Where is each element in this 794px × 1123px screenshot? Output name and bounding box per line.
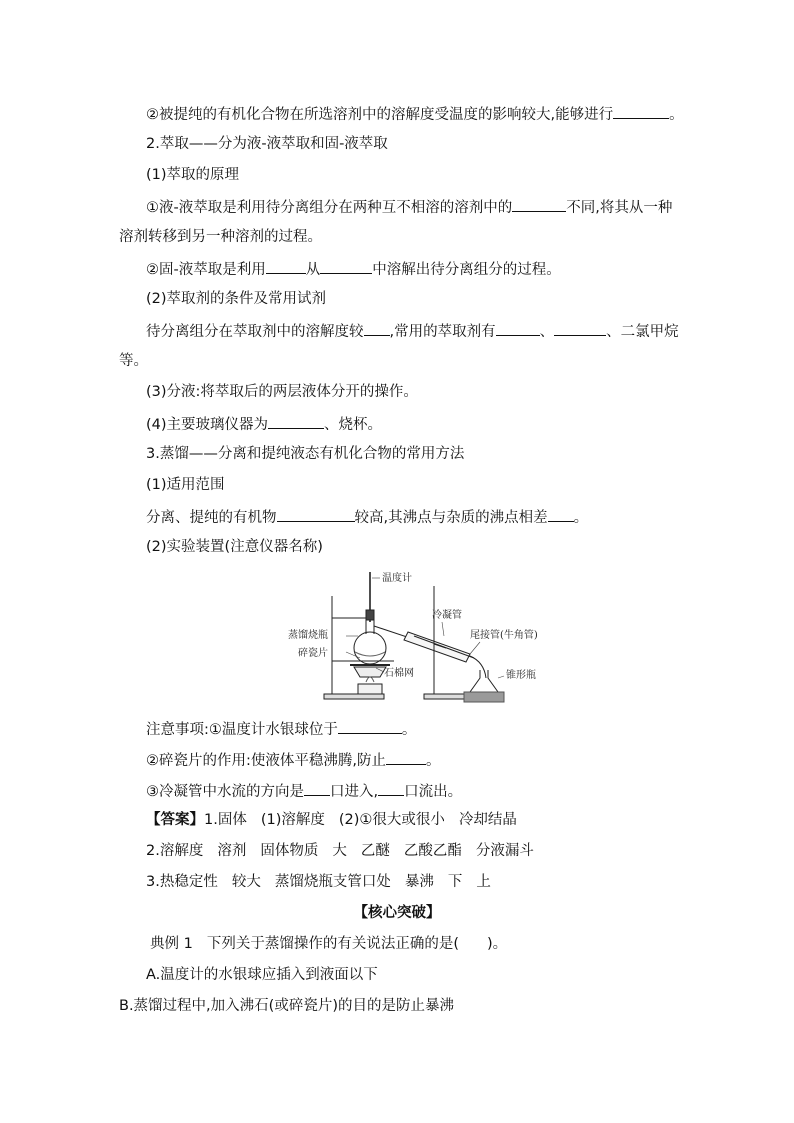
label-condenser: 冷凝管 — [432, 610, 462, 621]
fill-blank[interactable] — [304, 780, 330, 796]
text-line: ②碎瓷片的作用:使液体平稳沸腾,防止 。 — [146, 749, 441, 771]
fill-blank[interactable] — [386, 749, 426, 765]
text-line: (4)主要玻璃仪器为 、烧杯。 — [146, 413, 382, 435]
label-adapter: 尾接管(牛角管) — [470, 630, 538, 641]
label-thermometer: 温度计 — [382, 573, 412, 584]
text-line: (3)分液:将萃取后的两层液体分开的操作。 — [146, 384, 418, 400]
answer-line-2: 2.溶解度 溶剂 固体物质 大 乙醚 乙酸乙酯 分液漏斗 — [146, 843, 534, 859]
fill-blank[interactable] — [364, 320, 390, 336]
answer-line-1: 【答案】1.固体 (1)溶解度 (2)①很大或很小 冷却结晶 — [146, 812, 517, 828]
text-line: 分离、提纯的有机物 较高,其沸点与杂质的沸点相差 。 — [146, 506, 588, 528]
fill-blank[interactable] — [268, 413, 324, 429]
fill-blank[interactable] — [496, 320, 540, 336]
answer-label: 【答案】 — [146, 812, 204, 828]
fill-blank[interactable] — [613, 103, 669, 119]
section-heading: 3.蒸馏——分离和提纯液态有机化合物的常用方法 — [146, 446, 465, 462]
fill-blank[interactable] — [548, 506, 574, 522]
section-heading: 2.萃取——分为液-液萃取和固-液萃取 — [146, 136, 388, 152]
condenser — [404, 632, 474, 662]
sub-heading: (1)萃取的原理 — [146, 167, 240, 183]
text-line: ②被提纯的有机化合物在所选溶剂中的溶解度受温度的影响较大,能够进行 。 — [146, 103, 684, 125]
fill-blank[interactable] — [266, 258, 306, 274]
text-line: 等。 — [119, 353, 148, 369]
adapter — [470, 656, 486, 678]
label-flask: 蒸馏烧瓶 — [288, 630, 328, 641]
erlenmeyer-flask — [464, 670, 504, 702]
label-erlenmeyer: 锥形瓶 — [506, 670, 536, 681]
fill-blank[interactable] — [277, 506, 355, 522]
sub-heading: (2)实验装置(注意仪器名称) — [146, 539, 323, 555]
distilling-flask — [354, 620, 416, 664]
sub-heading: (1)适用范围 — [146, 477, 225, 493]
text-line: 注意事项:①温度计水银球位于 。 — [146, 718, 416, 740]
fill-blank[interactable] — [338, 718, 402, 734]
distillation-apparatus-figure — [284, 566, 544, 706]
text-line: ③冷凝管中水流的方向是 口进入, 口流出。 — [146, 780, 462, 802]
text-line: ①液-液萃取是利用待分离组分在两种互不相溶的溶剂中的 不同,将其从一种 — [146, 196, 672, 218]
sub-heading: (2)萃取剂的条件及常用试剂 — [146, 291, 327, 307]
fill-blank[interactable] — [554, 320, 606, 336]
thermometer — [366, 572, 374, 622]
label-gauze: 石棉网 — [384, 668, 414, 679]
option-a: A.温度计的水银球应插入到液面以下 — [146, 967, 378, 983]
fill-blank[interactable] — [320, 258, 372, 274]
option-b: B.蒸馏过程中,加入沸石(或碎瓷片)的目的是防止暴沸 — [119, 998, 454, 1014]
label-chips: 碎瓷片 — [298, 648, 328, 659]
text-line: 溶剂转移到另一种溶剂的过程。 — [119, 229, 322, 245]
text-line: 待分离组分在萃取剂中的溶解度较 ,常用的萃取剂有 、 、二氯甲烷 — [146, 320, 679, 342]
section-title: 【核心突破】 — [353, 905, 441, 921]
fill-blank[interactable] — [378, 780, 404, 796]
example-question: 典例 1 下列关于蒸馏操作的有关说法正确的是( )。 — [150, 936, 508, 952]
answer-line-3: 3.热稳定性 较大 蒸馏烧瓶支管口处 暴沸 下 上 — [146, 874, 491, 890]
text-line: ②固-液萃取是利用 从 中溶解出待分离组分的过程。 — [146, 258, 561, 280]
fill-blank[interactable] — [512, 196, 566, 212]
